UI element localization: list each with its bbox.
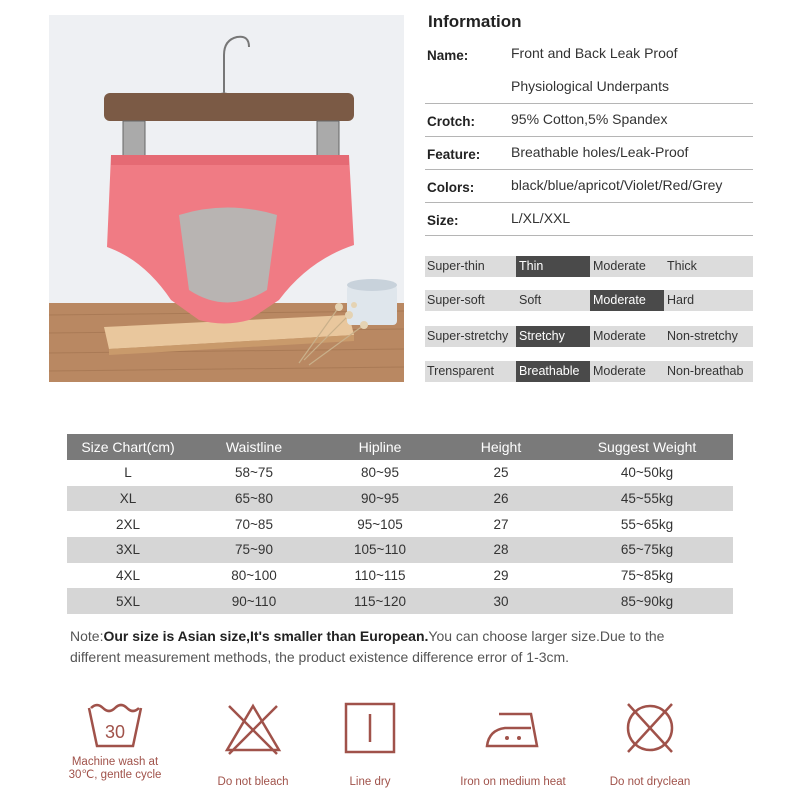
feature-option: Trensparent [427, 364, 494, 378]
no-dryclean-icon [620, 700, 680, 756]
feature-bar [425, 256, 753, 277]
table-cell: 5XL [67, 588, 189, 614]
info-label: Feature: [427, 147, 481, 162]
table-cell: 30 [441, 588, 561, 614]
table-row [67, 537, 733, 563]
table-row [67, 588, 733, 614]
feature-option-selected: Breathable [516, 361, 590, 382]
table-cell: 65~75kg [561, 537, 733, 563]
washtub-30-icon [85, 700, 145, 752]
care-line-dry [305, 700, 435, 789]
no-bleach-icon [223, 700, 283, 756]
feature-option: Super-stretchy [427, 329, 509, 343]
care-label: Line dry [349, 776, 391, 788]
info-value: black/blue/apricot/Violet/Red/Grey [511, 177, 723, 193]
feature-option: Moderate [593, 329, 646, 343]
table-cell: 3XL [67, 537, 189, 563]
table-cell: 58~75 [235, 465, 273, 481]
info-label: Name: [427, 48, 469, 63]
care-label: Machine wash at 30℃, gentle cycle [68, 756, 162, 781]
info-value: Front and Back Leak Proof [511, 45, 678, 61]
feature-option: Non-stretchy [667, 329, 738, 343]
feature-option: Thick [667, 259, 697, 273]
iron-medium-icon [481, 700, 545, 756]
table-cell: 95~105 [357, 516, 403, 532]
table-cell: 40~50kg [620, 465, 674, 481]
info-row-name [425, 38, 753, 70]
table-cell: 70~85 [235, 516, 273, 532]
feature-option-selected: Moderate [590, 290, 664, 311]
feature-bar [425, 361, 753, 382]
feature-bar [425, 326, 753, 347]
feature-option: Non-breathab [667, 364, 744, 378]
table-header: Waistline [189, 434, 319, 460]
care-label: Do not bleach [217, 776, 289, 788]
table-cell: 55~65kg [620, 516, 674, 532]
info-row-name-cont [425, 70, 753, 104]
product-illustration [49, 15, 404, 382]
table-header-row [67, 434, 733, 460]
care-iron-medium [448, 700, 578, 789]
table-cell: 75~90 [189, 537, 319, 563]
info-value: L/XL/XXL [511, 210, 571, 226]
table-cell: 115~120 [319, 588, 441, 614]
feature-option: Moderate [593, 259, 646, 273]
info-value: Physiological Underpants [511, 78, 669, 94]
size-table-body [67, 460, 733, 614]
table-cell: 80~95 [361, 465, 399, 481]
table-cell: 28 [441, 537, 561, 563]
table-cell: 4XL [115, 568, 141, 584]
table-cell: 80~100 [231, 568, 277, 584]
info-label: Crotch: [427, 114, 475, 129]
table-cell: 27 [493, 516, 509, 532]
table-row [67, 511, 733, 537]
table-header: Suggest Weight [561, 434, 733, 460]
table-cell: 110~115 [354, 568, 406, 584]
wash-temp: 30 [104, 722, 126, 742]
feature-option-selected: Thin [516, 256, 590, 277]
table-cell: 75~85kg [620, 568, 674, 584]
table-header: Size Chart(cm) [67, 434, 189, 460]
feature-option: Moderate [593, 364, 646, 378]
table-cell: 90~95 [319, 486, 441, 512]
info-value: Breathable holes/Leak-Proof [511, 144, 689, 160]
info-row-feature [425, 137, 753, 170]
table-cell: XL [67, 486, 189, 512]
note-line2: different measurement methods, the product existence difference error of 1-3cm. [70, 649, 570, 665]
table-cell: 90~110 [189, 588, 319, 614]
info-label: Size: [427, 213, 459, 228]
table-cell: 25 [493, 465, 509, 481]
feature-option: Soft [519, 293, 542, 307]
note-line1: You can choose larger size.Due to the [428, 628, 665, 644]
table-cell: 65~80 [189, 486, 319, 512]
table-header: Height [441, 434, 561, 460]
info-title: Information [428, 12, 522, 31]
table-row [67, 486, 733, 512]
feature-option: Super-soft [427, 293, 485, 307]
note-bold: Our size is Asian size,It's smaller than European. [103, 628, 429, 644]
info-row-colors [425, 170, 753, 203]
info-value: 95% Cotton,5% Spandex [511, 111, 668, 127]
care-no-bleach [188, 700, 318, 789]
note-prefix: Note: [70, 628, 104, 644]
table-row [67, 563, 733, 589]
info-label: Colors: [427, 180, 475, 195]
care-machine-wash [50, 700, 180, 782]
feature-bar [425, 290, 753, 311]
table-header: Hipline [319, 434, 441, 460]
table-cell: 29 [493, 568, 509, 584]
care-label: Iron on medium heat [460, 776, 566, 788]
feature-option: Hard [667, 293, 695, 307]
info-row-crotch [425, 104, 753, 137]
table-cell: 26 [441, 486, 561, 512]
line-dry-icon [342, 700, 398, 756]
size-chart-table [67, 434, 733, 614]
info-row-size [425, 203, 753, 236]
table-cell: L [124, 465, 132, 481]
feature-option: Super-thin [427, 259, 485, 273]
care-no-dryclean [585, 700, 715, 789]
size-note [70, 626, 760, 668]
table-cell: 45~55kg [561, 486, 733, 512]
care-label: Do not dryclean [609, 776, 691, 788]
product-photo [49, 15, 404, 382]
table-cell: 105~110 [319, 537, 441, 563]
table-cell: 2XL [115, 516, 141, 532]
table-cell: 85~90kg [561, 588, 733, 614]
feature-option-selected: Stretchy [516, 326, 590, 347]
table-row [67, 460, 733, 486]
